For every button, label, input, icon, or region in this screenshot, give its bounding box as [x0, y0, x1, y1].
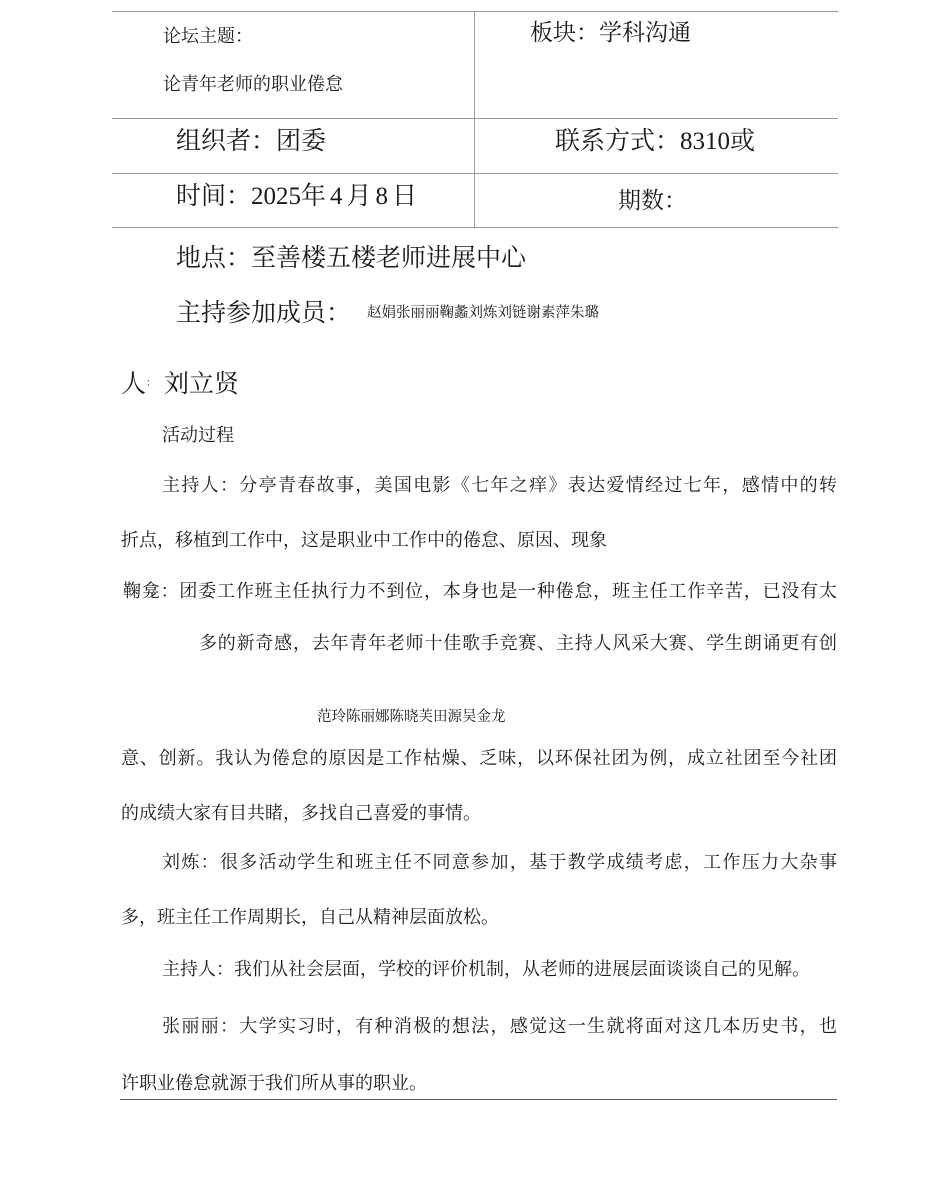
contact-label: 联系方式： [555, 126, 681, 155]
process-heading: 活动过程 [162, 425, 234, 446]
p3-line1: 刘炼：很多活动学生和班主任不同意参加，基于教学成绩考虑，工作压力大杂事 [162, 852, 837, 873]
table-rule-row1 [112, 118, 838, 119]
time-field [176, 176, 417, 212]
time-month: 4 [330, 183, 343, 210]
contact-suffix: 或 [730, 126, 756, 155]
host-field [121, 364, 239, 400]
forum-topic-label: 论坛主题： [163, 26, 253, 47]
time-day: 8 [375, 183, 389, 210]
contact-value: 8310 [680, 128, 731, 155]
p5-line2: 许职业倦怠就源于我们所从事的职业。 [121, 1073, 427, 1094]
section-value: 学科沟通 [599, 20, 691, 46]
time-label: 时间： [176, 181, 252, 210]
organizer-field [176, 121, 326, 157]
issue-label: 期数： [618, 188, 687, 214]
members-names-line1: 赵娟张丽丽鞠蠡刘炼刘链谢素萍朱璐 [367, 305, 599, 321]
section-label: 板块： [530, 20, 599, 46]
organizer-label: 组织者： [176, 126, 277, 155]
time-month-unit: 月 [346, 181, 372, 210]
p2-line3: 意、创新。我认为倦怠的原因是工作枯燥、乏味，以环保社团为例，成立社团至今社团 [121, 748, 837, 769]
members-label: 主持参加成员： [176, 298, 352, 327]
table-rule-top [112, 11, 838, 12]
organizer-value: 团委 [276, 126, 327, 155]
section-field [530, 14, 691, 47]
contact-field [555, 121, 755, 157]
location-value: 至善楼五楼老师进展中心 [251, 243, 527, 272]
location-field [176, 238, 526, 274]
time-year: 2025 [251, 183, 302, 210]
p1-line1: 主持人：分亭青春故事，美国电影《七年之痒》表达爱情经过七年，感情中的转 [162, 475, 837, 496]
forum-topic-value: 论青年老师的职业倦怠 [163, 74, 343, 95]
p2-line2: 多的新奇感，去年青年老师十佳歌手竞赛、主持人风采大赛、学生朗诵更有创 [199, 633, 837, 654]
p5-line1: 张丽丽：大学实习时，有种消极的想法，感觉这一生就将面对这几本历史书，也 [162, 1016, 837, 1037]
time-day-unit: 日 [392, 181, 418, 210]
p2-line4: 的成绩大家有目共睹，多找自己喜爱的事情。 [121, 803, 481, 824]
table-rule-row3 [112, 227, 838, 228]
time-year-unit: 年 [301, 181, 327, 210]
host-label-mark: ： [146, 378, 157, 389]
p2-line1: 鞠龛：团委工作班主任执行力不到位，本身也是一种倦怠，班主任工作辛苦，已没有太 [123, 581, 837, 602]
p3-line2: 多，班主任工作周期长，自己从精神层面放松。 [121, 907, 499, 928]
p4-line1: 主持人：我们从社会层面，学校的评价机制，从老师的进展层面谈谈自己的见解。 [162, 959, 810, 980]
p1-line2: 折点，移植到工作中，这是职业中工作中的倦怠、原因、现象 [121, 530, 607, 551]
bottom-rule [120, 1099, 837, 1100]
host-name: 刘立贤 [164, 369, 240, 398]
members-names-line2: 范玲陈丽娜陈晓芙田源吴金龙 [317, 709, 506, 725]
location-label: 地点： [176, 243, 252, 272]
table-rule-row2 [112, 173, 838, 174]
table-rule-middle [474, 11, 475, 227]
host-label-char: 人 [121, 369, 147, 398]
